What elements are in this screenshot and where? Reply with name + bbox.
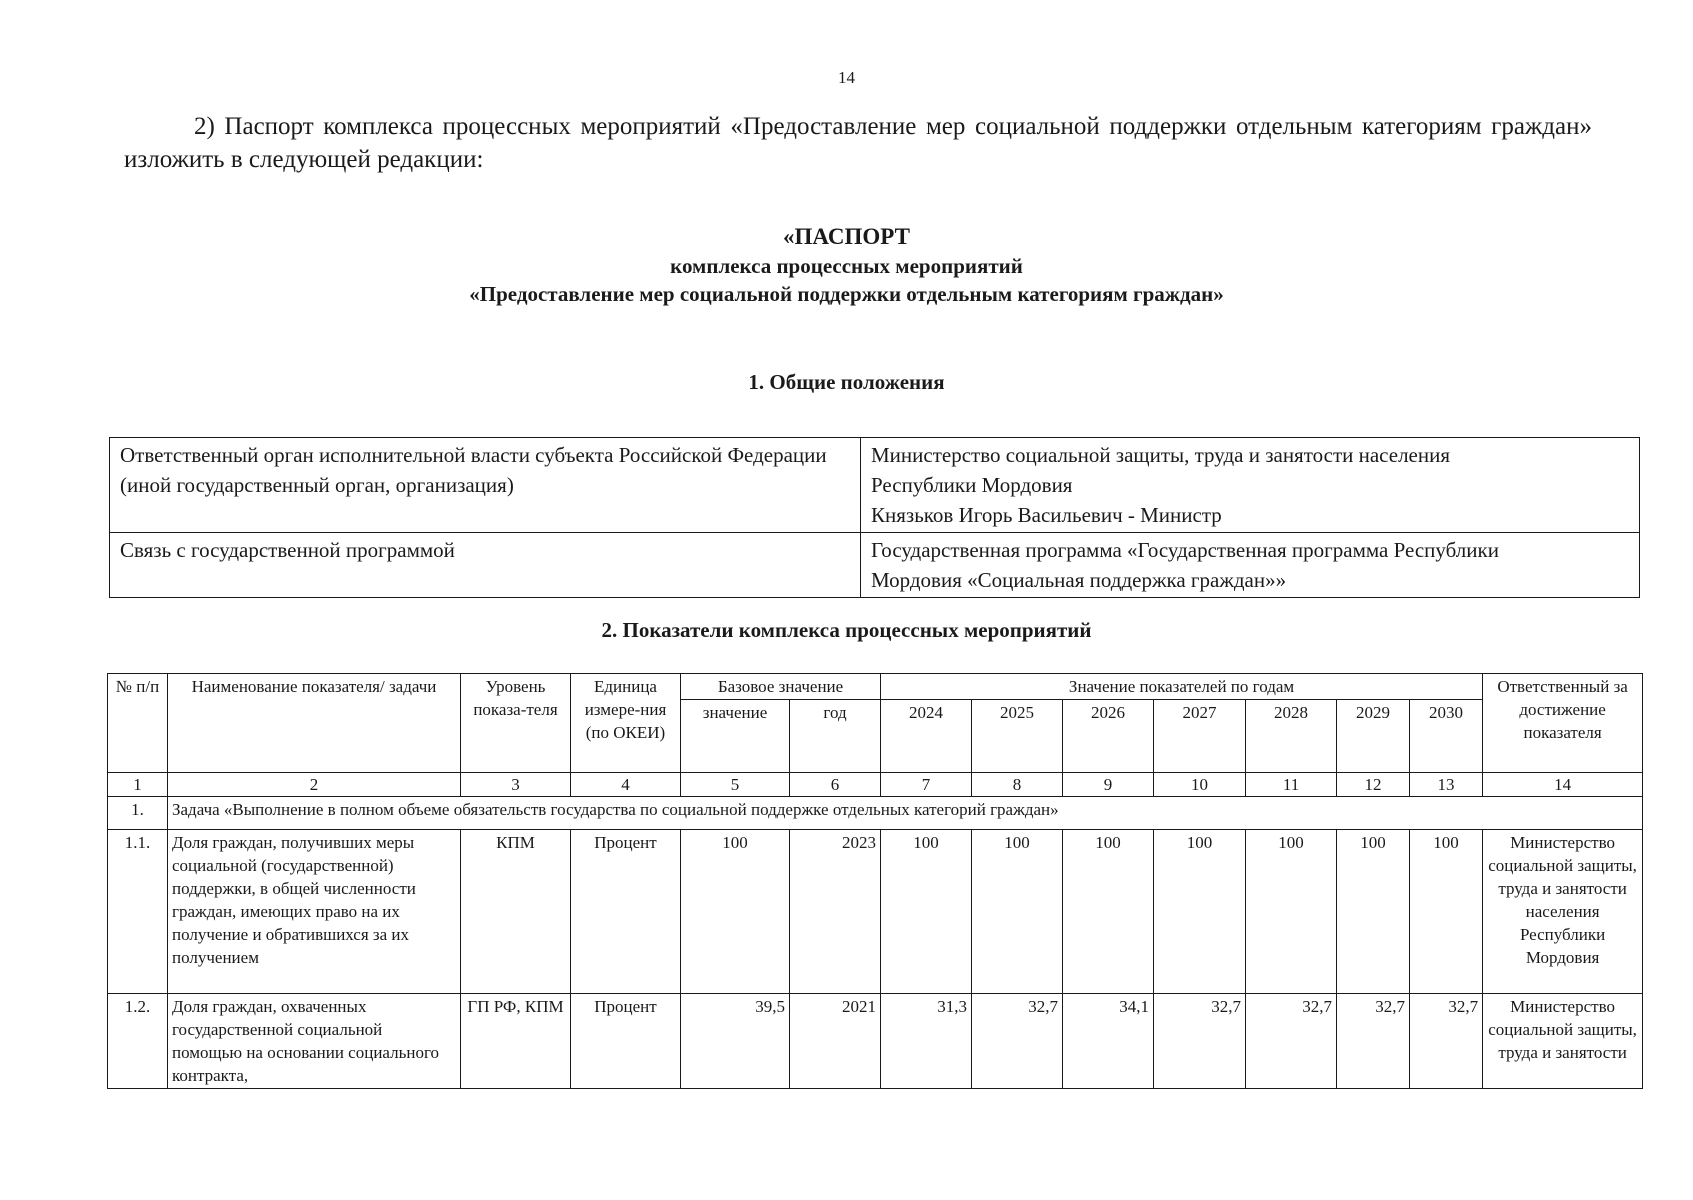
base-value: 100 <box>681 830 790 994</box>
header-name: Наименование показателя/ задачи <box>168 674 461 773</box>
header-responsible: Ответственный за достижение показателя <box>1483 674 1643 773</box>
task-row <box>108 797 1643 830</box>
indicator-name: Доля граждан, получивших меры социальной (государственной) поддержки, в общей численности граждан, имеющих право на их получение и обратившихся за их получением <box>168 830 461 994</box>
column-number: 3 <box>461 773 571 797</box>
year-value: 32,7 <box>972 994 1063 1089</box>
value-line: Князьков Игорь Васильевич - Министр <box>871 503 1222 527</box>
indicator-level: ГП РФ, КПМ <box>461 994 571 1089</box>
section2-title: 2. Показатели комплекса процессных мероприятий <box>601 618 1092 642</box>
header-row <box>108 674 1643 700</box>
value-line: Государственная программа «Государственная программа Республики <box>871 538 1499 562</box>
header-year: 2026 <box>1063 700 1154 773</box>
column-number: 4 <box>571 773 681 797</box>
indicator-unit: Процент <box>571 830 681 994</box>
year-value: 32,7 <box>1246 994 1337 1089</box>
task-num: 1. <box>108 797 168 830</box>
value-line: Министерство социальной защиты, труда и занятости населения <box>871 443 1451 467</box>
year-value: 100 <box>1154 830 1246 994</box>
indicator-level: КПМ <box>461 830 571 994</box>
responsible: Министерство социальной защиты, труда и занятости <box>1483 994 1643 1089</box>
header-level: Уровень показа-теля <box>461 674 571 773</box>
column-number: 2 <box>168 773 461 797</box>
responsible: Министерство социальной защиты, труда и занятости населения Республики Мордовия <box>1483 830 1643 994</box>
header-year: 2030 <box>1410 700 1483 773</box>
year-value: 100 <box>1246 830 1337 994</box>
column-number: 5 <box>681 773 790 797</box>
header-num: № п/п <box>108 674 168 773</box>
value-line: Мордовия «Социальная поддержка граждан»» <box>871 568 1287 592</box>
row-num: 1.1. <box>108 830 168 994</box>
section1-title: 1. Общие положения <box>748 370 945 394</box>
year-value: 32,7 <box>1337 994 1410 1089</box>
column-number: 13 <box>1410 773 1483 797</box>
base-year: 2023 <box>790 830 881 994</box>
indicators-table <box>107 673 1643 1089</box>
column-numbers-row <box>108 773 1643 797</box>
header-year: 2029 <box>1337 700 1410 773</box>
column-number: 6 <box>790 773 881 797</box>
header-unit: Единица измере-ния (по ОКЕИ) <box>571 674 681 773</box>
header-year: 2027 <box>1154 700 1246 773</box>
column-number: 8 <box>972 773 1063 797</box>
column-number: 1 <box>108 773 168 797</box>
indicator-name: Доля граждан, охваченных государственной социальной помощью на основании социального контракта, <box>168 994 461 1089</box>
column-number: 11 <box>1246 773 1337 797</box>
column-number: 12 <box>1337 773 1410 797</box>
base-year: 2021 <box>790 994 881 1089</box>
year-value: 100 <box>881 830 972 994</box>
year-value: 32,7 <box>1154 994 1246 1089</box>
year-value: 100 <box>972 830 1063 994</box>
column-number: 7 <box>881 773 972 797</box>
row-label: Ответственный орган исполнительной власти субъекта Российской Федерации (иной государственный орган, организация) <box>110 438 861 533</box>
column-number: 9 <box>1063 773 1154 797</box>
year-value: 100 <box>1337 830 1410 994</box>
task-text: Задача «Выполнение в полном объеме обязательств государства по социальной поддержке отдельных категорий граждан» <box>168 797 1643 830</box>
passport-name: «Предоставление мер социальной поддержки отдельным категориям граждан» <box>469 282 1224 306</box>
year-value: 100 <box>1410 830 1483 994</box>
year-value: 32,7 <box>1410 994 1483 1089</box>
header-base-value: значение <box>681 700 790 773</box>
header-base: Базовое значение <box>681 674 881 700</box>
row-value <box>861 533 1640 598</box>
base-value: 39,5 <box>681 994 790 1089</box>
table-row <box>108 994 1643 1089</box>
year-value: 34,1 <box>1063 994 1154 1089</box>
row-num: 1.2. <box>108 994 168 1089</box>
year-value: 31,3 <box>881 994 972 1089</box>
indicator-unit: Процент <box>571 994 681 1089</box>
row-label: Связь с государственной программой <box>110 533 861 598</box>
column-number: 14 <box>1483 773 1643 797</box>
header-year: 2028 <box>1246 700 1337 773</box>
intro-paragraph: 2) Паспорт комплекса процессных мероприятий «Предоставление мер социальной поддержки отдельным категориям граждан» изложить в следующей редакции: <box>124 113 1592 173</box>
header-year: 2025 <box>972 700 1063 773</box>
passport-title: «ПАСПОРТ <box>783 224 910 249</box>
header-year: 2024 <box>881 700 972 773</box>
header-by-years: Значение показателей по годам <box>881 674 1483 700</box>
header-base-year: год <box>790 700 881 773</box>
table-row <box>110 533 1640 598</box>
value-line: Республики Мордовия <box>871 473 1073 497</box>
table-row <box>110 438 1640 533</box>
page-number: 14 <box>838 68 855 87</box>
general-provisions-table <box>109 437 1640 598</box>
table-row <box>108 830 1643 994</box>
year-value: 100 <box>1063 830 1154 994</box>
column-number: 10 <box>1154 773 1246 797</box>
passport-subtitle: комплекса процессных мероприятий <box>670 254 1023 278</box>
row-value <box>861 438 1640 533</box>
